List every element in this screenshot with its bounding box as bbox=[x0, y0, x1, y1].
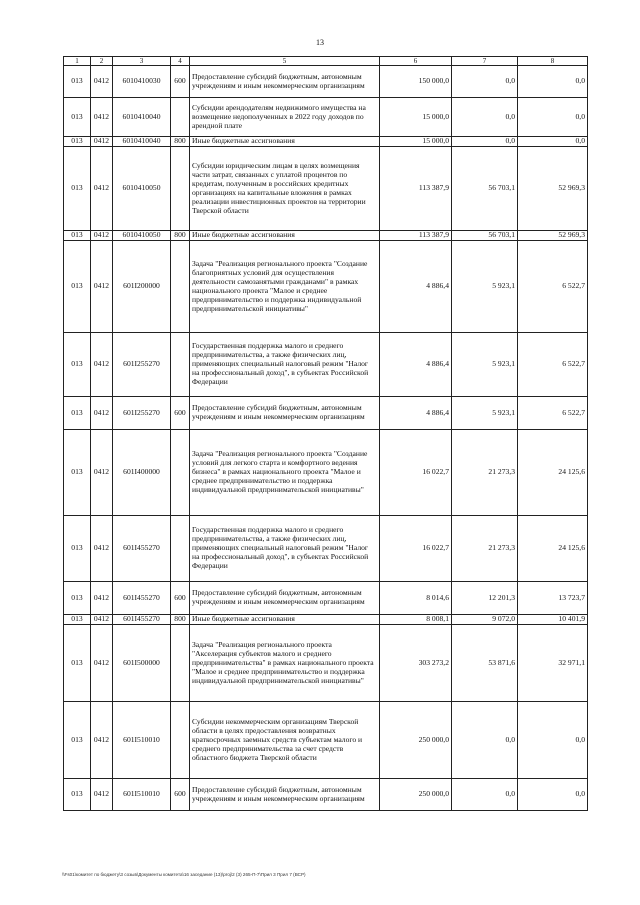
amount-year-1: 15 000,0 bbox=[380, 98, 452, 137]
amount-year-1: 15 000,0 bbox=[380, 137, 452, 147]
expense-type-code: 600 bbox=[171, 397, 190, 430]
department-code: 013 bbox=[64, 397, 91, 430]
amount-year-2: 9 072,0 bbox=[452, 615, 518, 625]
item-description: Предоставление субсидий бюджетным, автономным учреждениям и иным некоммерческим организациям bbox=[190, 397, 380, 430]
column-header: 8 bbox=[518, 57, 588, 66]
item-description: Предоставление субсидий бюджетным, автономным учреждениям и иным некоммерческим организациям bbox=[190, 779, 380, 811]
amount-year-3: 52 969,3 bbox=[518, 147, 588, 231]
department-code: 013 bbox=[64, 430, 91, 516]
column-number-row bbox=[64, 57, 588, 66]
department-code: 013 bbox=[64, 137, 91, 147]
amount-year-2: 53 871,6 bbox=[452, 625, 518, 702]
amount-year-2: 0,0 bbox=[452, 702, 518, 779]
table-row bbox=[64, 615, 588, 625]
table-row bbox=[64, 66, 588, 98]
amount-year-2: 0,0 bbox=[452, 779, 518, 811]
amount-year-3: 0,0 bbox=[518, 702, 588, 779]
amount-year-2: 0,0 bbox=[452, 137, 518, 147]
item-description: Субсидии некоммерческим организациям Тверской области в целях предоставления возвратных краткосрочных заемных средств субъектам малого и среднего предпринимательства за счет средств областного бюджета Тверской области bbox=[190, 702, 380, 779]
amount-year-2: 21 273,3 bbox=[452, 430, 518, 516]
table-row bbox=[64, 231, 588, 241]
target-article-code: 601I400000 bbox=[113, 430, 171, 516]
amount-year-3: 6 522,7 bbox=[518, 333, 588, 397]
section-code: 0412 bbox=[91, 147, 113, 231]
amount-year-1: 113 387,9 bbox=[380, 231, 452, 241]
section-code: 0412 bbox=[91, 137, 113, 147]
item-description: Иные бюджетные ассигнования bbox=[190, 231, 380, 241]
expense-type-code bbox=[171, 241, 190, 333]
amount-year-1: 4 886,4 bbox=[380, 397, 452, 430]
column-header: 7 bbox=[452, 57, 518, 66]
amount-year-3: 32 971,1 bbox=[518, 625, 588, 702]
section-code: 0412 bbox=[91, 615, 113, 625]
department-code: 013 bbox=[64, 333, 91, 397]
department-code: 013 bbox=[64, 241, 91, 333]
target-article-code: 6010410050 bbox=[113, 231, 171, 241]
section-code: 0412 bbox=[91, 241, 113, 333]
expense-type-code bbox=[171, 516, 190, 582]
amount-year-3: 6 522,7 bbox=[518, 397, 588, 430]
amount-year-3: 24 125,6 bbox=[518, 430, 588, 516]
expense-type-code: 800 bbox=[171, 615, 190, 625]
target-article-code: 601I255270 bbox=[113, 333, 171, 397]
amount-year-3: 0,0 bbox=[518, 779, 588, 811]
section-code: 0412 bbox=[91, 333, 113, 397]
department-code: 013 bbox=[64, 702, 91, 779]
target-article-code: 601I500000 bbox=[113, 625, 171, 702]
expense-type-code bbox=[171, 98, 190, 137]
table-row bbox=[64, 397, 588, 430]
table-body bbox=[64, 66, 588, 811]
item-description: Субсидии арендодателям недвижимого имущества на возмещение недополученных в 2022 году доходов по арендной плате bbox=[190, 98, 380, 137]
section-code: 0412 bbox=[91, 516, 113, 582]
amount-year-2: 56 703,1 bbox=[452, 147, 518, 231]
department-code: 013 bbox=[64, 582, 91, 615]
column-header: 6 bbox=[380, 57, 452, 66]
amount-year-3: 24 125,6 bbox=[518, 516, 588, 582]
section-code: 0412 bbox=[91, 702, 113, 779]
table-row bbox=[64, 430, 588, 516]
amount-year-2: 5 923,1 bbox=[452, 241, 518, 333]
item-description: Государственная поддержка малого и среднего предпринимательства, а также физических лиц, применяющих специальный налоговый режим "Налог на профессиональный доход", в субъектах Российской Федерации bbox=[190, 516, 380, 582]
target-article-code: 601I200000 bbox=[113, 241, 171, 333]
table-row bbox=[64, 779, 588, 811]
amount-year-2: 0,0 bbox=[452, 98, 518, 137]
column-header: 4 bbox=[171, 57, 190, 66]
footer-file-path: \\Fs01\комитет по бюджету\3 созыв\Документы комитета\16 заседание (13)\proj\2 (3) 265-П-7\Прил 3 Прил 7 (ВСР) bbox=[62, 872, 306, 877]
amount-year-3: 0,0 bbox=[518, 98, 588, 137]
item-description: Задача "Реализация регионального проекта "Создание условий для легкого старта и комфортного ведения бизнеса" в рамках национального проекта "Малое и среднее предпринимательство и поддержка индивидуальной предпринимательской инициативы" bbox=[190, 430, 380, 516]
amount-year-2: 5 923,1 bbox=[452, 397, 518, 430]
table-row bbox=[64, 582, 588, 615]
amount-year-2: 5 923,1 bbox=[452, 333, 518, 397]
expense-type-code: 600 bbox=[171, 66, 190, 98]
amount-year-3: 10 401,9 bbox=[518, 615, 588, 625]
department-code: 013 bbox=[64, 98, 91, 137]
column-header: 2 bbox=[91, 57, 113, 66]
amount-year-3: 6 522,7 bbox=[518, 241, 588, 333]
page-number: 13 bbox=[316, 38, 324, 47]
item-description: Предоставление субсидий бюджетным, автономным учреждениям и иным некоммерческим организациям bbox=[190, 66, 380, 98]
target-article-code: 601I455270 bbox=[113, 615, 171, 625]
target-article-code: 6010410030 bbox=[113, 66, 171, 98]
section-code: 0412 bbox=[91, 430, 113, 516]
target-article-code: 601I455270 bbox=[113, 582, 171, 615]
section-code: 0412 bbox=[91, 98, 113, 137]
section-code: 0412 bbox=[91, 625, 113, 702]
amount-year-3: 0,0 bbox=[518, 66, 588, 98]
section-code: 0412 bbox=[91, 397, 113, 430]
item-description: Иные бюджетные ассигнования bbox=[190, 137, 380, 147]
section-code: 0412 bbox=[91, 231, 113, 241]
department-code: 013 bbox=[64, 516, 91, 582]
item-description: Субсидии юридическим лицам в целях возмещения части затрат, связанных с уплатой процентов по кредитам, полученным в российских кредитных организациях на капитальные вложения в рамках реализации инвестиционных проектов на территории Тверской области bbox=[190, 147, 380, 231]
expense-type-code bbox=[171, 147, 190, 231]
expense-type-code bbox=[171, 625, 190, 702]
amount-year-1: 4 886,4 bbox=[380, 333, 452, 397]
section-code: 0412 bbox=[91, 66, 113, 98]
amount-year-1: 113 387,9 bbox=[380, 147, 452, 231]
expense-type-code: 600 bbox=[171, 779, 190, 811]
target-article-code: 601I255270 bbox=[113, 397, 171, 430]
amount-year-1: 303 273,2 bbox=[380, 625, 452, 702]
table-row bbox=[64, 98, 588, 137]
expense-type-code: 800 bbox=[171, 231, 190, 241]
amount-year-1: 16 022,7 bbox=[380, 516, 452, 582]
target-article-code: 6010410050 bbox=[113, 147, 171, 231]
table-row bbox=[64, 241, 588, 333]
item-description: Иные бюджетные ассигнования bbox=[190, 615, 380, 625]
target-article-code: 6010410040 bbox=[113, 137, 171, 147]
department-code: 013 bbox=[64, 625, 91, 702]
target-article-code: 6010410040 bbox=[113, 98, 171, 137]
section-code: 0412 bbox=[91, 582, 113, 615]
column-header: 5 bbox=[190, 57, 380, 66]
department-code: 013 bbox=[64, 66, 91, 98]
section-code: 0412 bbox=[91, 779, 113, 811]
department-code: 013 bbox=[64, 231, 91, 241]
item-description: Предоставление субсидий бюджетным, автономным учреждениям и иным некоммерческим организациям bbox=[190, 582, 380, 615]
table-row bbox=[64, 333, 588, 397]
item-description: Государственная поддержка малого и среднего предпринимательства, а также физических лиц, применяющих специальный налоговый режим "Налог на профессиональный доход", в субъектах Российской Федерации bbox=[190, 333, 380, 397]
amount-year-1: 8 008,1 bbox=[380, 615, 452, 625]
amount-year-2: 0,0 bbox=[452, 66, 518, 98]
amount-year-1: 4 886,4 bbox=[380, 241, 452, 333]
budget-table bbox=[63, 56, 588, 811]
table-row bbox=[64, 625, 588, 702]
amount-year-1: 8 014,6 bbox=[380, 582, 452, 615]
department-code: 013 bbox=[64, 147, 91, 231]
amount-year-3: 13 723,7 bbox=[518, 582, 588, 615]
expense-type-code bbox=[171, 430, 190, 516]
expense-type-code: 800 bbox=[171, 137, 190, 147]
target-article-code: 601I455270 bbox=[113, 516, 171, 582]
table-row bbox=[64, 137, 588, 147]
amount-year-2: 12 201,3 bbox=[452, 582, 518, 615]
amount-year-1: 150 000,0 bbox=[380, 66, 452, 98]
amount-year-3: 52 969,3 bbox=[518, 231, 588, 241]
expense-type-code bbox=[171, 333, 190, 397]
department-code: 013 bbox=[64, 779, 91, 811]
amount-year-1: 250 000,0 bbox=[380, 779, 452, 811]
amount-year-2: 56 703,1 bbox=[452, 231, 518, 241]
item-description: Задача "Реализация регионального проекта "Создание благоприятных условий для осуществления деятельности самозанятыми гражданами" в рамках национального проекта "Малое и среднее предпринимательство и поддержка индивидуальной предпринимательской инициативы" bbox=[190, 241, 380, 333]
expense-type-code: 600 bbox=[171, 582, 190, 615]
target-article-code: 601I510010 bbox=[113, 702, 171, 779]
department-code: 013 bbox=[64, 615, 91, 625]
column-header: 1 bbox=[64, 57, 91, 66]
expense-type-code bbox=[171, 702, 190, 779]
item-description: Задача "Реализация регионального проекта "Акселерация субъектов малого и среднего предпринимательства" в рамках национального проекта "Малое и среднее предпринимательство и поддержка индивидуальной предпринимательской инициативы" bbox=[190, 625, 380, 702]
table-row bbox=[64, 702, 588, 779]
amount-year-2: 21 273,3 bbox=[452, 516, 518, 582]
table-row bbox=[64, 147, 588, 231]
amount-year-1: 16 022,7 bbox=[380, 430, 452, 516]
amount-year-1: 250 000,0 bbox=[380, 702, 452, 779]
table-row bbox=[64, 516, 588, 582]
column-header: 3 bbox=[113, 57, 171, 66]
target-article-code: 601I510010 bbox=[113, 779, 171, 811]
amount-year-3: 0,0 bbox=[518, 137, 588, 147]
